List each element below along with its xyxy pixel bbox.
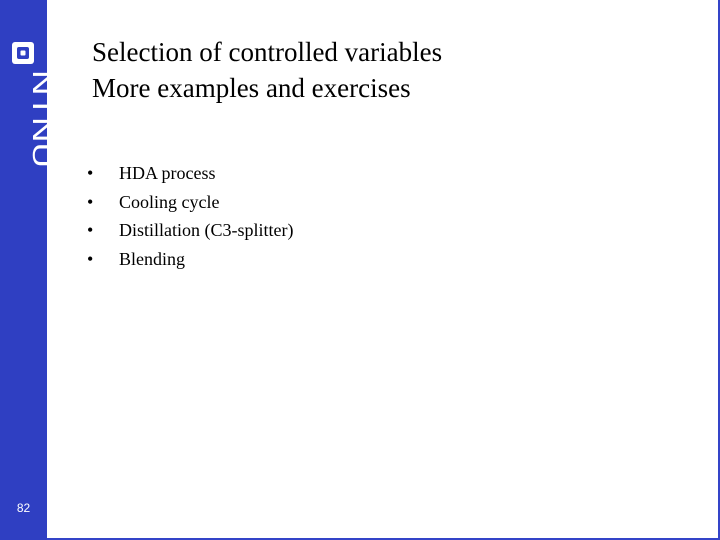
slide-title	[92, 34, 442, 106]
bullet-text: Blending	[119, 248, 185, 269]
bullet-list	[87, 159, 293, 273]
ntnu-logo	[8, 40, 57, 170]
bullet-item	[87, 245, 293, 274]
bullet-dot: •	[87, 220, 94, 240]
bullet-item	[87, 188, 293, 217]
bullet-item	[87, 216, 293, 245]
bullet-dot: •	[87, 163, 94, 183]
ntnu-logo-text: NTNU	[27, 70, 57, 145]
slide-content	[47, 0, 720, 540]
slide-title-line: Selection of controlled variables	[92, 37, 443, 67]
bullet-text: HDA process	[119, 163, 216, 183]
sidebar	[0, 0, 57, 540]
bullet-text: Distillation (C3-splitter)	[119, 220, 294, 240]
bullet-dot: •	[87, 191, 94, 212]
slide-title-line: More examples and exercises	[92, 73, 411, 103]
bullet-text: Cooling cycle	[119, 191, 220, 212]
page-number: 82	[16, 501, 31, 515]
bullet-item	[87, 159, 293, 188]
bullet-dot: •	[87, 248, 94, 269]
